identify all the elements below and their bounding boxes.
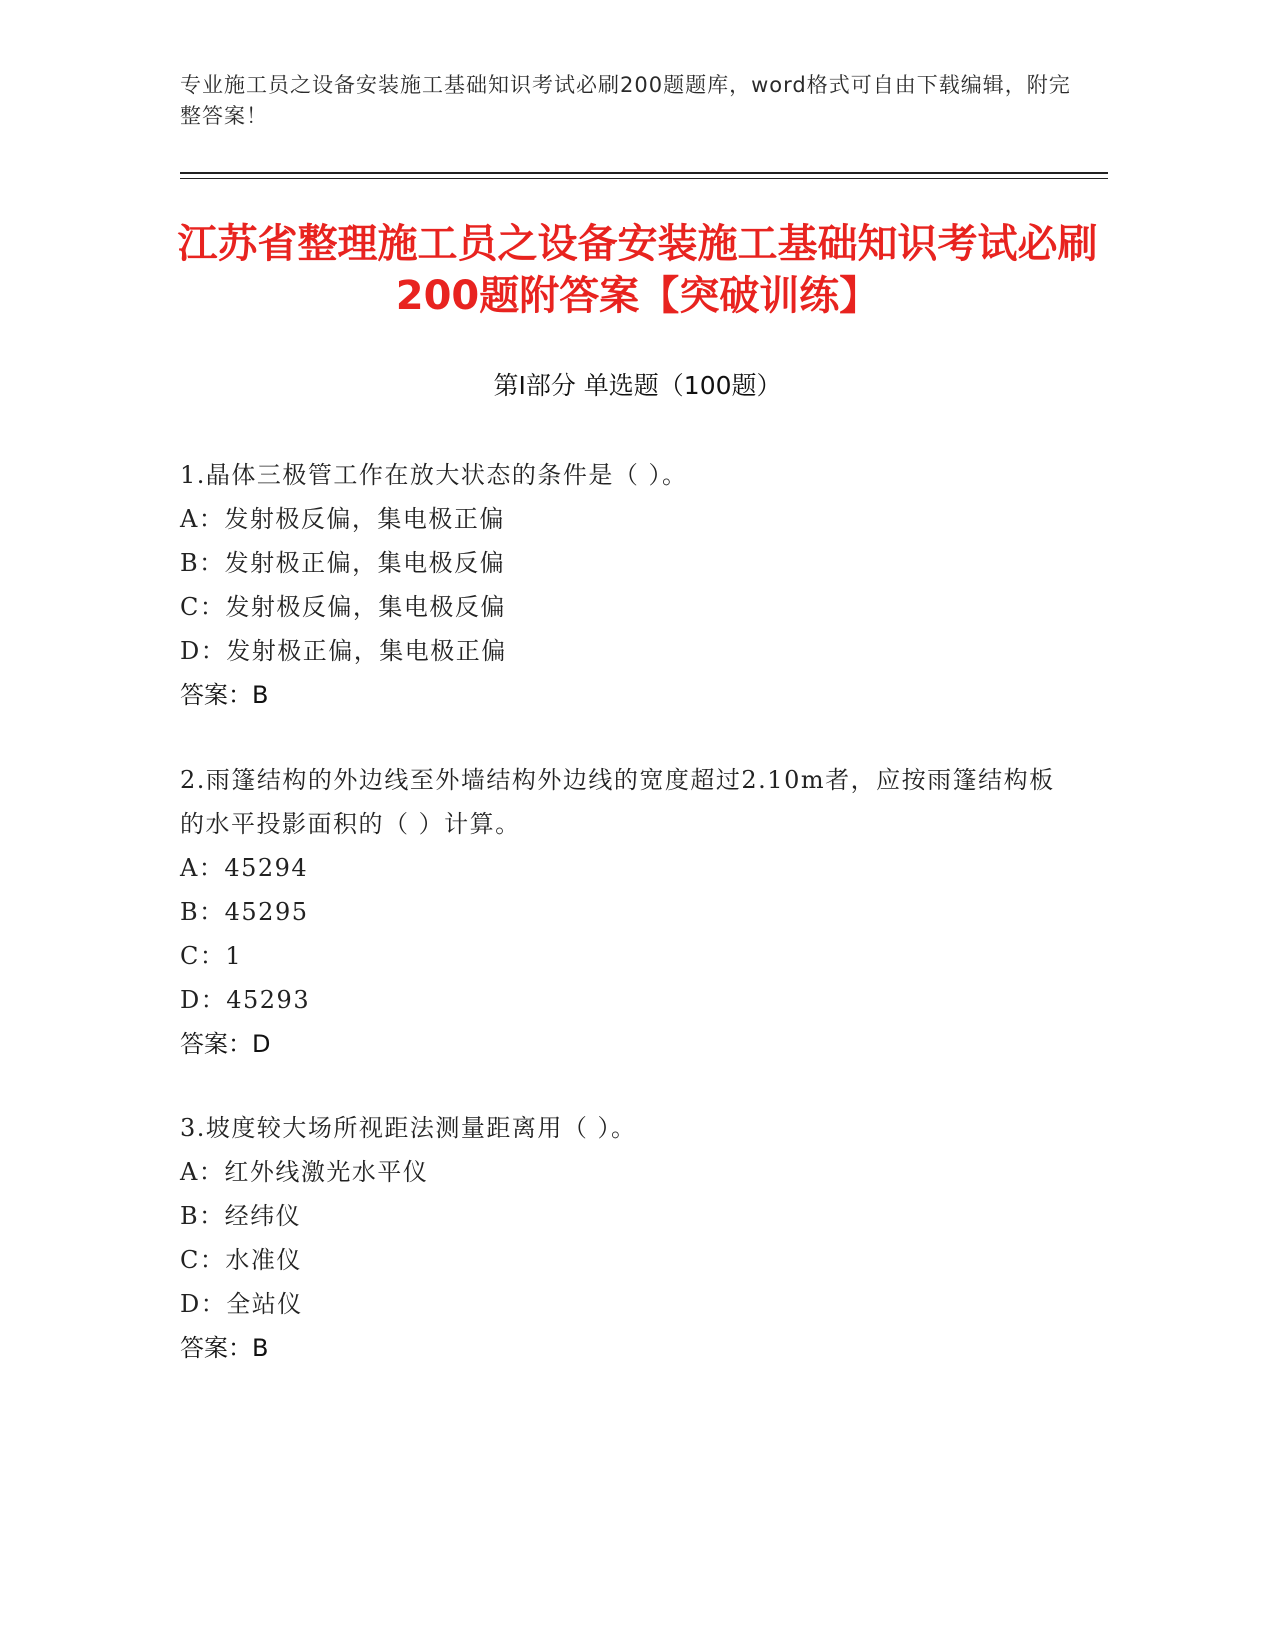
document-title: 江苏省整理施工员之设备安装施工基础知识考试必刷200题附答案【突破训练】: [177, 221, 1098, 319]
header-rule-thick: [180, 172, 1108, 174]
answer: 答案：B: [180, 1334, 269, 1362]
option-b: B：发射极正偏，集电极反偏: [180, 549, 506, 577]
question-stem: 2.雨篷结构的外边线至外墙结构外边线的宽度超过2.10m者，应按雨篷结构板的水平投影面积的（ ）计算。: [180, 766, 1055, 838]
question-2: [180, 758, 1060, 1066]
question-stem: 3.坡度较大场所视距法测量距离用（ ）。: [180, 1114, 637, 1142]
option-a: A：45294: [180, 854, 309, 882]
question-1: [180, 453, 1060, 717]
option-d: D：45293: [180, 986, 311, 1014]
option-d: D：发射极正偏，集电极正偏: [180, 637, 507, 665]
option-c: C：水准仪: [180, 1246, 302, 1274]
option-c: C：发射极反偏，集电极反偏: [180, 593, 506, 621]
option-c: C：1: [180, 942, 243, 970]
option-a: A：红外线激光水平仪: [180, 1158, 429, 1186]
header-note: 专业施工员之设备安装施工基础知识考试必刷200题题库，word格式可自由下载编辑，附完整答案！: [180, 73, 1071, 128]
question-3: [180, 1106, 1060, 1370]
answer: 答案：B: [180, 681, 269, 709]
option-b: B：45295: [180, 898, 309, 926]
answer: 答案：D: [180, 1030, 271, 1058]
section-title: 第I部分 单选题（100题）: [493, 371, 782, 400]
option-a: A：发射极反偏，集电极正偏: [180, 505, 505, 533]
header-rule-thin: [180, 178, 1108, 179]
question-stem: 1.晶体三极管工作在放大状态的条件是（ ）。: [180, 461, 688, 489]
option-b: B：经纬仪: [180, 1202, 302, 1230]
option-d: D：全站仪: [180, 1290, 303, 1318]
